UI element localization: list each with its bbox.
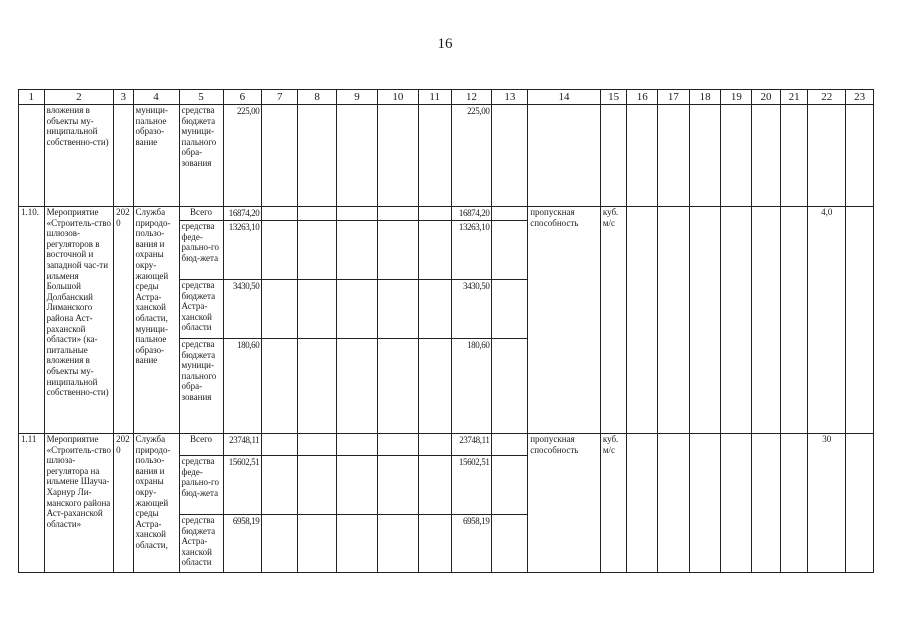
cell	[377, 515, 418, 573]
cell	[689, 434, 721, 573]
funding-source: средства феде-рально-го бюд-жета	[179, 221, 223, 280]
amount: 13263,10	[451, 221, 492, 280]
cell	[262, 456, 298, 515]
cell	[377, 339, 418, 434]
year: 2020	[114, 434, 133, 573]
col-header: 9	[337, 90, 378, 105]
table-row	[19, 105, 874, 207]
cell	[298, 434, 337, 456]
amount: 15602,51	[223, 456, 262, 515]
cell	[721, 207, 752, 434]
cell	[262, 339, 298, 434]
cell	[298, 221, 337, 280]
cell	[846, 207, 874, 434]
funding-source: средства бюджета Астра-ханской области	[179, 280, 223, 339]
amount: 3430,50	[451, 280, 492, 339]
cell	[262, 515, 298, 573]
cell	[298, 456, 337, 515]
cell	[492, 280, 528, 339]
col-header: 22	[808, 90, 846, 105]
cell	[492, 221, 528, 280]
cell	[337, 221, 378, 280]
cell	[658, 207, 690, 434]
cell	[298, 515, 337, 573]
cell	[337, 207, 378, 221]
table-row	[19, 207, 874, 221]
cell	[298, 280, 337, 339]
cell	[337, 515, 378, 573]
indicator: пропускная способность	[528, 434, 601, 573]
cell	[752, 207, 781, 434]
cell	[752, 105, 781, 207]
cell	[808, 105, 846, 207]
cell	[377, 105, 418, 207]
col-header: 3	[114, 90, 133, 105]
cell	[418, 339, 451, 434]
cell	[418, 280, 451, 339]
cell	[298, 105, 337, 207]
funding-source: средства бюджета Астра-ханской области	[179, 515, 223, 573]
cell	[418, 221, 451, 280]
funding-source: средства бюджета муници-пального обра-зования	[179, 105, 223, 207]
col-header: 13	[492, 90, 528, 105]
cell	[262, 207, 298, 221]
col-header: 6	[223, 90, 262, 105]
amount: 13263,10	[223, 221, 262, 280]
cell	[492, 456, 528, 515]
cell	[337, 456, 378, 515]
measure-name: Мероприятие «Строитель-ство шлюза-регулятора на ильмене Шауча-Харнур Ли-манского района Аст-раханской области»	[44, 434, 114, 573]
col-header: 1	[19, 90, 45, 105]
cell	[337, 280, 378, 339]
cell	[337, 105, 378, 207]
funding-source: средства феде-рально-го бюд-жета	[179, 456, 223, 515]
executor: муници-пальное образо-вание	[133, 105, 179, 207]
cell	[627, 105, 658, 207]
cell	[721, 105, 752, 207]
cell	[262, 221, 298, 280]
cell	[846, 434, 874, 573]
table-row	[19, 434, 874, 456]
cell	[337, 434, 378, 456]
executor: Служба природо-пользо-вания и охраны окру-жающей среды Астра-ханской области, муници-пальное образо-вание	[133, 207, 179, 434]
cell	[418, 515, 451, 573]
target-value: 30	[808, 434, 846, 573]
cell	[418, 434, 451, 456]
cell	[752, 434, 781, 573]
col-header: 15	[600, 90, 627, 105]
indicator: пропускная способность	[528, 207, 601, 434]
cell	[528, 105, 601, 207]
column-numbers-row	[19, 90, 874, 105]
funding-source: Всего	[179, 434, 223, 456]
cell	[780, 207, 808, 434]
unit: куб. м/с	[600, 207, 627, 434]
cell	[262, 105, 298, 207]
col-header: 4	[133, 90, 179, 105]
cell	[658, 434, 690, 573]
col-header: 12	[451, 90, 492, 105]
cell	[418, 456, 451, 515]
col-header: 20	[752, 90, 781, 105]
amount: 23748,11	[223, 434, 262, 456]
cell	[377, 207, 418, 221]
amount: 3430,50	[223, 280, 262, 339]
col-header: 8	[298, 90, 337, 105]
amount: 16874,20	[223, 207, 262, 221]
cell	[780, 105, 808, 207]
program-table	[18, 89, 874, 573]
amount: 6958,19	[223, 515, 262, 573]
cell	[377, 434, 418, 456]
cell	[377, 221, 418, 280]
col-header: 21	[780, 90, 808, 105]
col-header: 18	[689, 90, 721, 105]
col-header: 11	[418, 90, 451, 105]
col-header: 23	[846, 90, 874, 105]
cell	[492, 207, 528, 221]
cell	[600, 105, 627, 207]
cell	[846, 105, 874, 207]
cell	[492, 434, 528, 456]
cell	[492, 515, 528, 573]
amount: 6958,19	[451, 515, 492, 573]
col-header: 17	[658, 90, 690, 105]
col-header: 16	[627, 90, 658, 105]
measure-name: Мероприятие «Строитель-ство шлюзов-регуляторов в восточной и западной час-ти ильменя Большой Долбанский Лиманского района Аст-раханской области» (ка-питальные вложения в объекты му-ниципальной собственно-сти)	[44, 207, 114, 434]
col-header: 10	[377, 90, 418, 105]
cell	[377, 456, 418, 515]
cell	[114, 105, 133, 207]
amount: 15602,51	[451, 456, 492, 515]
cell	[492, 339, 528, 434]
cell	[689, 105, 721, 207]
funding-source: средства бюджета муници-пального обра-зования	[179, 339, 223, 434]
cell	[298, 339, 337, 434]
cell	[418, 207, 451, 221]
cell	[627, 207, 658, 434]
cell	[298, 207, 337, 221]
amount: 225,00	[451, 105, 492, 207]
cell	[19, 105, 45, 207]
target-value: 4,0	[808, 207, 846, 434]
cell	[377, 280, 418, 339]
cell	[337, 339, 378, 434]
funding-source: Всего	[179, 207, 223, 221]
amount: 225,00	[223, 105, 262, 207]
row-number: 1.11	[19, 434, 45, 573]
row-number: 1.10.	[19, 207, 45, 434]
cell	[780, 434, 808, 573]
cell	[418, 105, 451, 207]
cell	[262, 434, 298, 456]
col-header: 19	[721, 90, 752, 105]
cell	[721, 434, 752, 573]
amount: 180,60	[451, 339, 492, 434]
unit: куб. м/с	[600, 434, 627, 573]
cell	[262, 280, 298, 339]
cell	[492, 105, 528, 207]
col-header: 5	[179, 90, 223, 105]
amount: 180,60	[223, 339, 262, 434]
page-number: 16	[437, 36, 453, 52]
col-header: 7	[262, 90, 298, 105]
col-header: 14	[528, 90, 601, 105]
cell	[689, 207, 721, 434]
cell	[627, 434, 658, 573]
cell	[658, 105, 690, 207]
year: 2020	[114, 207, 133, 434]
col-header: 2	[44, 90, 114, 105]
measure-name: вложения в объекты му-ниципальной собственно-сти)	[44, 105, 114, 207]
executor: Служба природо-пользо-вания и охраны окру-жающей среды Астра-ханской области,	[133, 434, 179, 573]
amount: 16874,20	[451, 207, 492, 221]
amount: 23748,11	[451, 434, 492, 456]
